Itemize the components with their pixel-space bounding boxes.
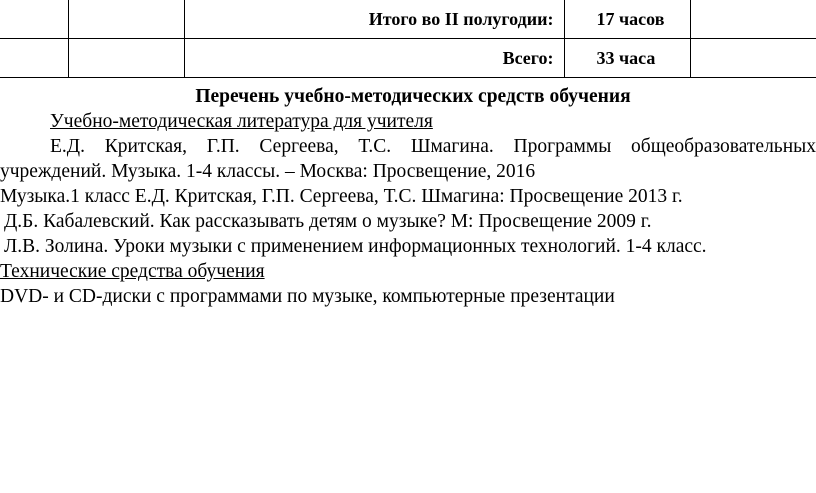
table-cell-empty (0, 0, 68, 39)
literature-item-3: Д.Б. Кабалевский. Как рассказывать детям о музыке? М: Просвещение 2009 г. (4, 211, 652, 232)
total-second-half-value: 17 часов (564, 0, 690, 39)
technical-means-title-text: Технические средства обучения (0, 261, 265, 282)
table-cell-empty (0, 39, 68, 78)
table-cell-empty (690, 0, 816, 39)
grand-total-value: 33 часа (564, 39, 690, 78)
document-body (0, 80, 816, 309)
hours-summary-table (0, 0, 816, 78)
table-cell-empty (68, 39, 184, 78)
section-heading: Перечень учебно-методических средств обучения (195, 86, 631, 107)
table-row (0, 39, 816, 78)
teacher-literature-title-text: Учебно-методическая литература для учителя (50, 111, 433, 132)
literature-item-1: Е.Д. Критская, Г.П. Сергеева, Т.С. Шмагина. Программы общеобразовательных учреждений. Музыка. 1-4 классы. – Москва: Просвещение, 2016 (0, 136, 816, 182)
literature-item-4: Л.В. Золина. Уроки музыки с применением информационных технологий. 1-4 класс. (4, 236, 707, 257)
teacher-literature-title (0, 109, 816, 134)
table-cell-empty (690, 39, 816, 78)
total-second-half-label: Итого во II полугодии: (184, 0, 564, 39)
technical-means-title (0, 259, 816, 284)
technical-means-item: DVD- и CD-диски с программами по музыке, компьютерные презентации (0, 286, 615, 307)
table-row (0, 0, 816, 39)
table-cell-empty (68, 0, 184, 39)
literature-item-2: Музыка.1 класс Е.Д. Критская, Г.П. Сергеева, Т.С. Шмагина: Просвещение 2013 г. (0, 186, 683, 207)
grand-total-label: Всего: (184, 39, 564, 78)
